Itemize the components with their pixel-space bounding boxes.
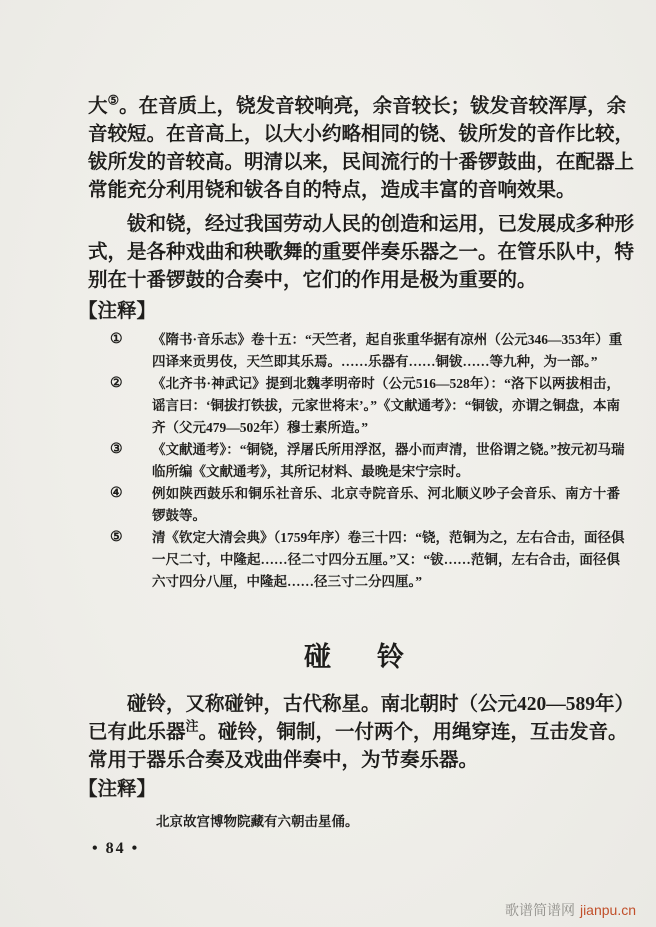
note-text [152,439,625,483]
note-item-4 [110,483,620,527]
text-line [88,92,627,121]
footnote-marker-5: ⑤ [107,92,120,108]
note-line: 六寸四分八厘，中隆起……径三寸二分四厘。” [152,574,422,589]
text-line: 钹和铙，经过我国劳动人民的创造和运用，已发展成多种形 [127,214,635,235]
note-text [152,483,620,527]
text-run: 已有此乐器 [88,722,186,743]
text-line: 别在十番锣鼓的合奏中，它们的作用是极为重要的。 [88,270,537,291]
note-item-1 [110,329,623,373]
text-line: 钹所发的音较高。明清以来，民间流行的十番锣鼓曲，在配器上 [88,152,635,173]
note-line: 《文献通考》：“铜铙，浮屠氏所用浮沤，器小而声清，世俗谓之铙。”按元初马瑞 [152,442,625,457]
text-run: 。在音质上，铙发音较响亮，余音较长；钹发音较浑厚，余 [119,96,627,117]
pengling-note: 北京故宫博物院藏有六朝击星俑。 [156,814,359,829]
text-line: 音较短。在音高上，以大小约略相同的铙、钹所发的音作比较， [88,124,635,145]
note-line: 四译来贡男伎，天竺即其乐焉。……乐器有……铜钹……等九种，为一部。” [152,354,598,369]
title-char: 碰 [304,642,331,672]
text-line: 常用于器乐合奏及戏曲伴奏中，为节奏乐器。 [88,750,479,771]
note-text [152,329,623,373]
note-line: 临所编《文献通考》，其所记材料、最晚是宋宁宗时。 [152,464,470,479]
watermark-site-name: 歌谱简谱网 [504,902,575,918]
paragraph-nao-bo-development [88,211,635,295]
note-line: 谣言曰：‘铜拔打铁拔，元家世将末’。”《文献通考》：“铜钹，亦谓之铜盘，本南 [152,398,620,413]
notes-list [110,329,625,593]
text-line [88,718,628,747]
title-char: 铃 [377,642,404,672]
note-text [152,373,620,439]
note-number: ① [110,332,123,347]
watermark [505,900,636,920]
note-number: ② [110,376,123,391]
notes-section-header: 【注释】 [78,301,157,322]
note-item-2 [110,373,620,439]
note-line: 例如陕西鼓乐和铜乐社音乐、北京寺院音乐、河北顺义吵子会音乐、南方十番 [152,486,620,501]
note-line: 《北齐书·神武记》提到北魏孝明帝时（公元516—528年）：“洛下以两拔相击， [152,376,620,391]
note-line: 锣鼓等。 [152,508,206,523]
footnote-marker-zhu: 注 [185,718,199,734]
text-line: 式，是各种戏曲和秧歌舞的重要伴奏乐器之一。在管乐队中，特 [88,242,635,263]
note-line: 齐（父元479—502年）穆士素所造。” [152,420,368,435]
note-line: 《隋书·音乐志》卷十五：“天竺者，起自张重华据有凉州（公元346—353年）重 [152,332,623,347]
text-line: 碰铃，又称碰钟，古代称星。南北朝时（公元420—589年） [127,694,635,715]
section-title-pengling [88,639,620,675]
page-number: • 84 • [92,840,140,857]
note-number: ④ [110,486,123,501]
text-run: 。碰铃，铜制，一付两个，用绳穿连，互击发音。 [198,722,628,743]
paragraph-pengling [88,691,635,775]
note-item-5 [110,527,625,593]
text-run: 大 [88,96,108,117]
text-line: 常能充分利用铙和钹各自的特点，造成丰富的音响效果。 [88,180,576,201]
note-line: 一尺二寸，中隆起……径二寸四分五厘。”又：“钹……范铜，左右合击，面径俱 [152,552,620,567]
notes-section-header-2: 【注释】 [78,779,157,800]
page-content [78,92,635,833]
note-number: ③ [110,442,123,457]
note-item-3 [110,439,625,483]
note-text [152,527,625,593]
note-line: 清《钦定大清会典》（1759年序）卷三十四：“铙，范铜为之，左右合击，面径俱 [152,530,625,545]
watermark-site-url: jianpu.cn [579,902,636,918]
note-number: ⑤ [110,530,123,545]
paragraph-nao-bo-comparison [88,92,635,205]
